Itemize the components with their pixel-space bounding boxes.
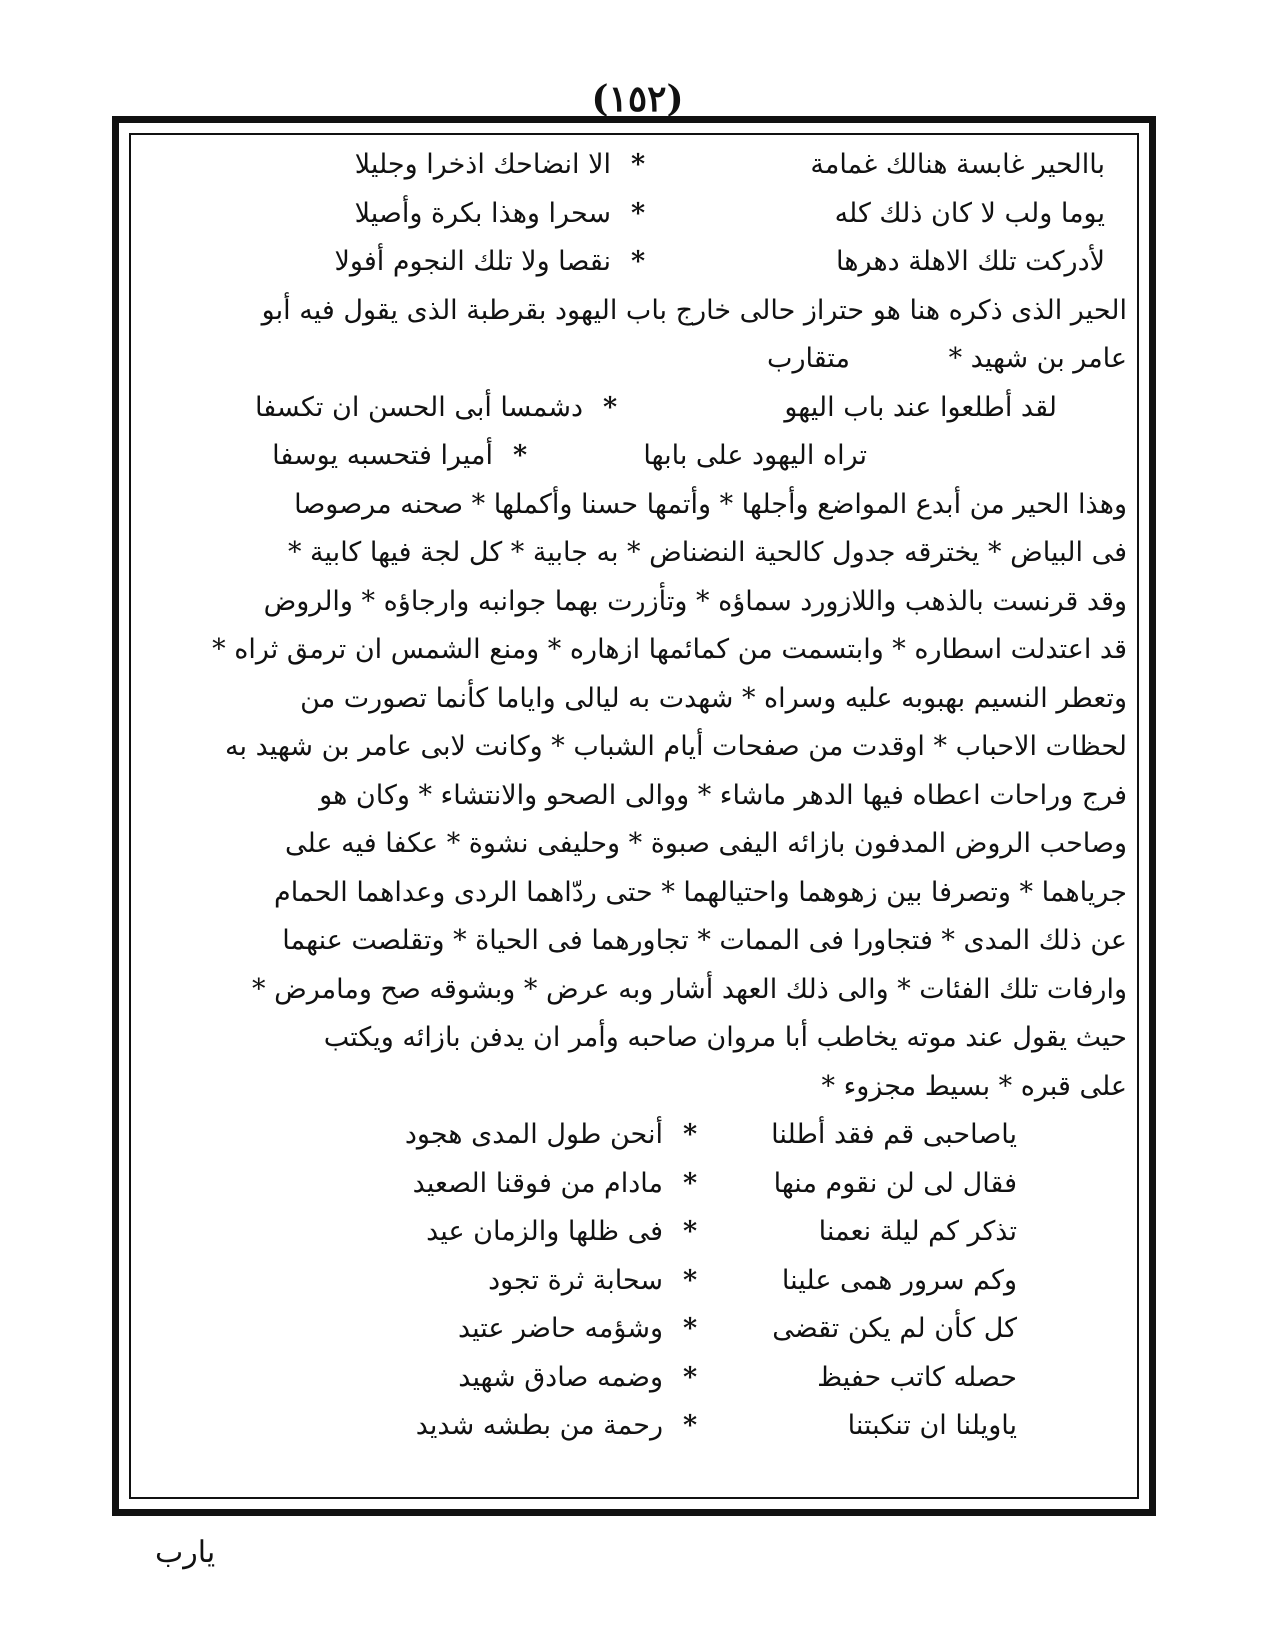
verse-separator: *	[630, 149, 646, 180]
verse-right-hemistich: ياصاحبى قم فقد أطلنا	[771, 1119, 1017, 1150]
prose-line: لحظات الاحباب * اوقدت من صفحات أيام الشباب * وكانت لابى عامر بن شهيد به	[225, 731, 1127, 762]
prose-line-text: عامر بن شهيد *	[948, 343, 1127, 374]
page-number: (١٥٢)	[591, 78, 684, 120]
prose-line: وهذا الحير من أبدع المواضع وأجلها * وأتمها حسنا وأكملها * صحنه مرصوصا	[294, 488, 1127, 520]
verse-left-hemistich: مادام من فوقنا الصعيد	[412, 1167, 663, 1199]
verse-left-hemistich: فى ظلها والزمان عيد	[426, 1216, 663, 1247]
verse-line	[147, 432, 1127, 481]
verse-left-hemistich: أميرا فتحسبه يوسفا	[272, 440, 493, 471]
verse-left-hemistich: سحابة ثرة تجود	[488, 1264, 663, 1296]
prose-line: حيث يقول عند موته يخاطب أبا مروان صاحبه وأمر ان يدفن بازائه ويكتب	[323, 1022, 1127, 1053]
verse-separator: *	[682, 1264, 698, 1296]
prose-line: عن ذلك المدى * فتجاورا فى الممات * تجاورهما فى الحياة * وتقلصت عنهما	[282, 925, 1127, 956]
verse-separator: *	[682, 1313, 698, 1344]
verse-right-hemistich: وكم سرور همى علينا	[781, 1264, 1017, 1296]
prose-line: فى البياض * يخترقه جدول كالحية النضناض * به جابية * كل لجة فيها كابية *	[287, 537, 1127, 568]
verse-left-hemistich: وضمه صادق شهيد	[458, 1361, 663, 1393]
prose-line: وصاحب الروض المدفون بازائه اليفى صبوة * وحليفى نشوة * عكفا فيه على	[284, 828, 1127, 859]
verse-separator: *	[630, 246, 646, 277]
verse-right-hemistich: فقال لى لن نقوم منها	[773, 1167, 1017, 1199]
verse-separator: *	[630, 197, 646, 229]
prose-line: على قبره * بسيط مجزوء *	[821, 1070, 1127, 1102]
verse-line	[147, 1305, 1127, 1354]
verse-line	[147, 238, 1127, 287]
verse-separator: *	[682, 1119, 698, 1150]
prose-line	[147, 335, 1127, 384]
verse-separator: *	[512, 440, 528, 471]
verse-left-hemistich: الا انضاحك اذخرا وجليلا	[354, 149, 611, 180]
verse-right-hemistich: تراه اليهود على بابها	[643, 440, 867, 471]
verse-right-hemistich: لقد أطلعوا عند باب اليهو	[784, 391, 1057, 423]
verse-line	[147, 141, 1127, 190]
page-text-body	[147, 141, 1127, 1451]
verse-right-hemistich: كل كأن لم يكن تقضى	[772, 1313, 1017, 1344]
catchword: يارب	[155, 1535, 216, 1570]
prose-line: وتعطر النسيم بهبوبه عليه وسراه * شهدت به ليالى واياما كأنما تصورت من	[300, 682, 1127, 714]
verse-right-hemistich: ياويلنا ان تنكبتنا	[847, 1410, 1017, 1441]
verse-right-hemistich: يوما ولب لا كان ذلك كله	[834, 197, 1105, 229]
verse-separator: *	[682, 1410, 698, 1441]
verse-right-hemistich: باالحير غابسة هنالك غمامة	[810, 149, 1105, 180]
verse-left-hemistich: رحمة من بطشه شديد	[415, 1410, 663, 1441]
prose-line: قد اعتدلت اسطاره * وابتسمت من كمائمها ازهاره * ومنع الشمس ان ترمق ثراه *	[212, 634, 1127, 665]
prose-line: وارفات تلك الفئات * والى ذلك العهد أشار وبه عرض * وبشوقه صح ومامرض *	[252, 973, 1127, 1005]
verse-right-hemistich: تذكر كم ليلة نعمنا	[818, 1216, 1017, 1247]
verse-line	[147, 1402, 1127, 1451]
meter-label: متقارب	[767, 343, 850, 374]
verse-line	[147, 1257, 1127, 1306]
verse-line	[147, 384, 1127, 433]
verse-line	[147, 1111, 1127, 1160]
verse-separator: *	[682, 1167, 698, 1199]
verse-left-hemistich: وشؤمه حاضر عتيد	[457, 1313, 663, 1344]
verse-separator: *	[602, 391, 618, 423]
verse-left-hemistich: أنحن طول المدى هجود	[404, 1119, 663, 1150]
verse-right-hemistich: حصله كاتب حفيظ	[817, 1361, 1017, 1393]
verse-line	[147, 1354, 1127, 1403]
verse-right-hemistich: لأدركت تلك الاهلة دهرها	[836, 246, 1105, 277]
prose-line: وقد قرنست بالذهب واللازورد سماؤه * وتأزرت بهما جوانبه وارجاؤه * والروض	[263, 585, 1127, 617]
verse-line	[147, 190, 1127, 239]
verse-left-hemistich: نقصا ولا تلك النجوم أفولا	[334, 246, 611, 277]
prose-line: فرج وراحات اعطاه فيها الدهر ماشاء * ووالى الصحو والانتشاء * وكان هو	[319, 779, 1127, 811]
prose-line: جرياهما * وتصرفا بين زهوهما واحتيالهما * حتى ردّاهما الردى وعداهما الحمام	[274, 876, 1127, 908]
prose-line: الحير الذى ذكره هنا هو حتراز حالى خارج باب اليهود بقرطبة الذى يقول فيه أبو	[261, 294, 1127, 326]
verse-left-hemistich: سحرا وهذا بكرة وأصيلا	[354, 197, 611, 229]
verse-left-hemistich: دشمسا أبى الحسن ان تكسفا	[255, 391, 583, 423]
verse-separator: *	[682, 1216, 698, 1247]
verse-line	[147, 1208, 1127, 1257]
page-border-frame	[112, 116, 1156, 1516]
verse-line	[147, 1160, 1127, 1209]
verse-separator: *	[682, 1361, 698, 1393]
